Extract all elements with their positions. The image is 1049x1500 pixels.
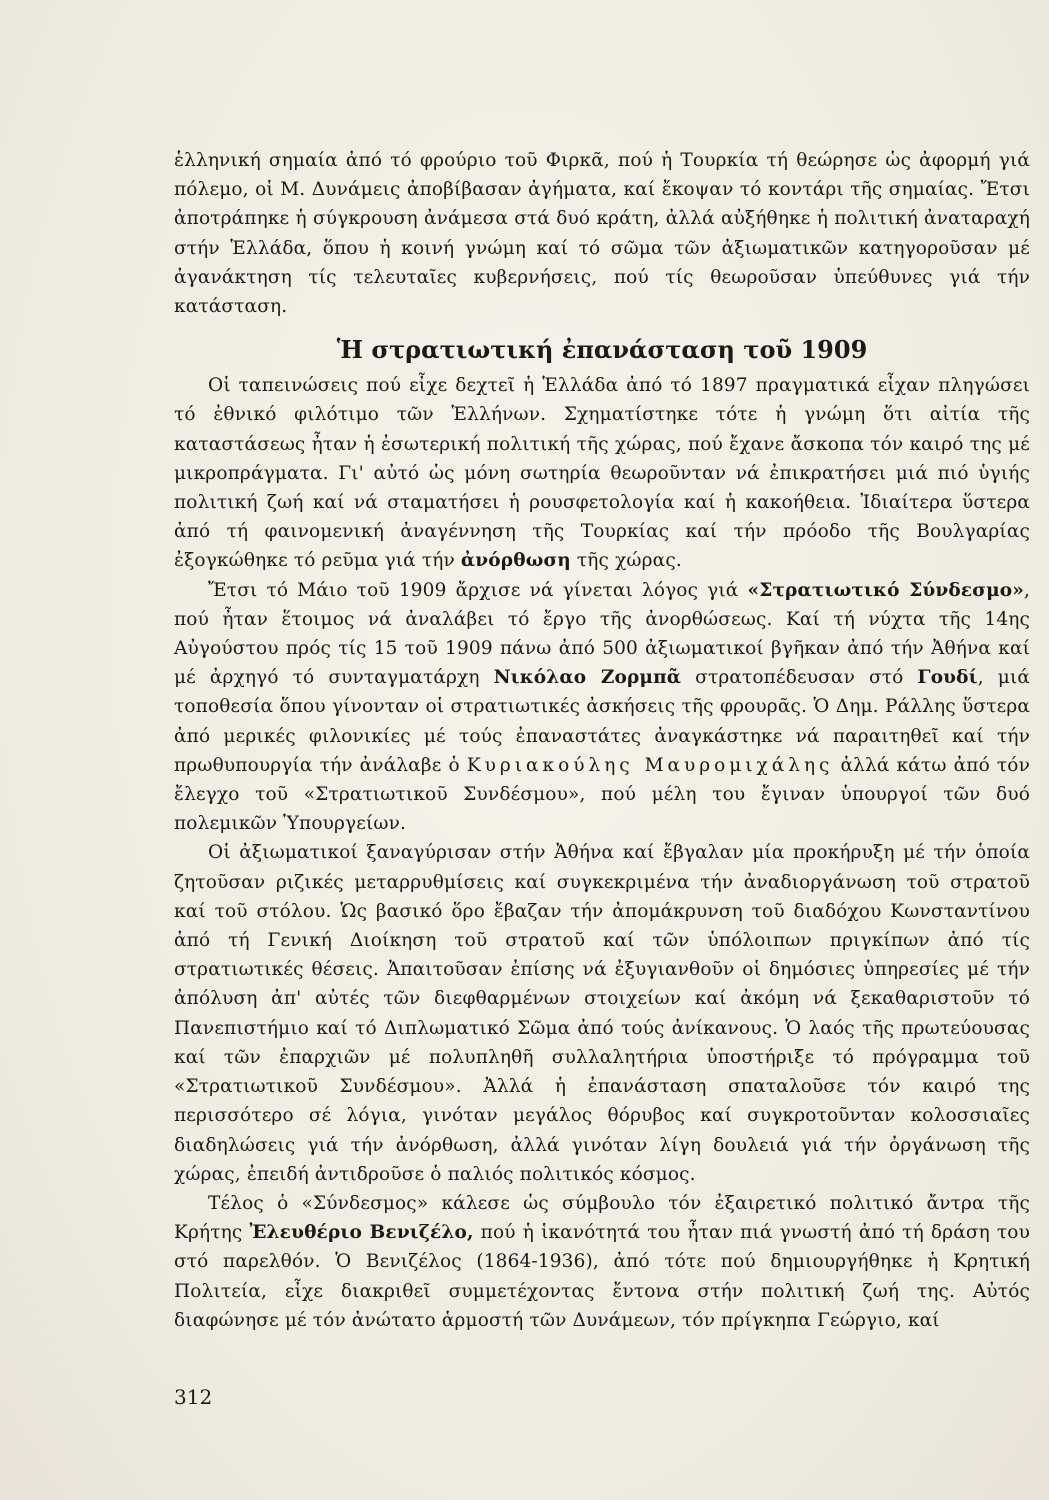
paragraph-3	[174, 838, 1030, 1188]
paragraph-1-text-a: Οἱ ταπεινώσεις πού εἶχε δεχτεῖ ἡ Ἑλλάδα ἀπό τό 1897 πραγματικά εἶχαν πληγώσει τό ἐθνικό φιλότιμο τῶν Ἑλλήνων. Σχηματίστηκε τότε ἡ γνώμη ὅτι αἰτία τῆς καταστάσεως ἦταν ἡ ἐσωτερική πολιτική τῆς χώρας, πού ἔχανε ἄσκοπα τόν καιρό της μέ μικροπράγματα. Γι' αὐτό ὡς μόνη σωτηρία θεωροῦνταν νά ἐπικρατήσει μιά πιό ὑγιής πολιτική ζωή καί νά σταματήσει ἡ ρουσφετολογία καί ἡ κακοήθεια. Ἰδιαίτερα ὕστερα ἀπό τή φαινομενική ἀναγέννηση τῆς Τουρκίας καί τήν πρόοδο τῆς Βουλγαρίας ἐξογκώθηκε τό ρεῦμα γιά τήν	[174, 375, 1030, 572]
intro-text: ἑλληνική σημαία ἀπό τό φρούριο τοῦ Φιρκᾶ, πού ἡ Τουρκία τή θεώρησε ὡς ἀφορμή γιά πόλεμο, οἱ Μ. Δυνάμεις ἀποβίβασαν ἀγήματα, καί ἔκοψαν τό κοντάρι τῆς σημαίας. Ἔτσι ἀποτράπηκε ἡ σύγκρουση ἀνάμεσα στά δυό κράτη, ἀλλά αὐξήθηκε ἡ πολιτική ἀναταραχή στήν Ἑλλάδα, ὅπου ἡ κοινή γνώμη καί τό σῶμα τῶν ἀξιωματικῶν κατηγοροῦσαν μέ ἀγανάκτηση τίς τελευταῖες κυβερνήσεις, πού τίς θεωροῦσαν ὑπεύθυνες γιά τήν κατάσταση.	[174, 150, 1030, 318]
paragraph-4	[174, 1189, 1030, 1335]
paragraph-4-text-a: Τέλος ὁ «Σύνδεσμος» κάλεσε ὡς σύμβουλο τόν ἐξαιρετικό πολιτικό ἄντρα τῆς Κρήτης	[174, 1192, 1030, 1244]
paragraph-4-bold-venizelos: Ἐλευθέριο Βενιζέλο,	[249, 1222, 474, 1244]
paragraph-2-text-a: Ἔτσι τό Μάιο τοῦ 1909 ἄρχισε νά γίνεται λόγος γιά	[208, 579, 748, 601]
paragraph-2-bold-goudi: Γουδί	[917, 667, 978, 689]
paragraph-1	[174, 371, 1030, 575]
paragraph-2-text-f: ἀλλά κάτω ἀπό τόν ἔλεγχο τοῦ «Στρατιωτικοῦ Συνδέσμου», πού μέλη του ἔγιναν ὑπουργοί τῶν δυό πολεμικῶν Ὑπουργείων.	[174, 754, 1030, 835]
paragraph-2-spaced-mavromichalis: Κυριακούλης Μαυρομιχάλης	[466, 754, 834, 776]
section-heading: Ἡ στρατιωτική ἐπανάσταση τοῦ 1909	[336, 335, 868, 365]
paragraph-2-bold-syndesmos: «Στρατιωτικό Σύνδεσμο»	[747, 579, 1024, 601]
paragraph-2	[174, 576, 1030, 839]
paragraph-2-text-c: , πού ἦταν ἕτοιμος νά ἀναλάβει τό ἔργο τῆς ἀνορθώσεως. Καί τή νύχτα τῆς 14ης Αὐγούστου πρός τίς 15 τοῦ 1909 πάνω ἀπό 500 ἀξιωματικοί βγῆκαν ἀπό τήν Ἀθήνα καί μέ ἀρχηγό τό συνταγματάρχη	[174, 579, 1030, 689]
paragraph-1-bold-anorthosi: ἀνόρθωση	[460, 550, 571, 572]
paragraph-2-bold-zorbas: Νικόλαο Ζορμπᾶ	[493, 667, 682, 689]
page-number: 312	[174, 1385, 213, 1409]
intro-paragraph	[174, 146, 1030, 321]
paragraph-2-text-d: στρατοπέδευσαν στό	[681, 667, 918, 689]
paragraph-1-text-c: τῆς χώρας.	[570, 550, 682, 572]
paragraph-4-text-c: πού ἡ ἱκανότητά του ἦταν πιά γνωστή ἀπό τή δράση του στό παρελθόν. Ὁ Βενιζέλος (1864-1936), ἀπό τότε πού δημιουργήθηκε ἡ Κρητική Πολιτεία, εἶχε διακριθεῖ συμμετέχοντας ἔντονα στήν πολιτική ζωή της. Αὐτός διαφώνησε μέ τόν ἀνώτατο ἁρμοστή τῶν Δυνάμεων, τόν πρίγκηπα Γεώργιο, καί	[174, 1222, 1030, 1331]
page-text	[174, 146, 1030, 1335]
paragraph-2-text-e: , μιά τοποθεσία ὅπου γίνονταν οἱ στρατιωτικές ἀσκήσεις τῆς φρουρᾶς. Ὁ Δημ. Ράλλης ὕστερα ἀπό μερικές φιλονικίες μέ τούς ἐπαναστάτες ἀναγκάστηκε νά παραιτηθεῖ καί τήν πρωθυπουργία τήν ἀνάλαβε ὁ	[174, 667, 1031, 776]
paragraph-3-text: Οἱ ἀξιωματικοί ξαναγύρισαν στήν Ἀθήνα καί ἔβγαλαν μία προκήρυξη μέ τήν ὁποία ζητοῦσαν ριζικές μεταρρυθμίσεις καί συγκεκριμένα τήν ἀναδιοργάνωση τοῦ στρατοῦ καί τοῦ στόλου. Ὡς βασικό ὅρο ἔβαζαν τήν ἀπομάκρυνση τοῦ διαδόχου Κωνσταντίνου ἀπό τή Γενική Διοίκηση τοῦ στρατοῦ καί τῶν ὑπόλοιπων πριγκίπων ἀπό τίς στρατιωτικές θέσεις. Ἀπαιτοῦσαν ἐπίσης νά ἐξυγιανθοῦν οἱ δημόσιες ὑπηρεσίες μέ τήν ἀπόλυση ἀπ' αὐτές τῶν διεφθαρμένων στοιχείων καί ἀκόμη νά ξεκαθαριστοῦν τό Πανεπιστήμιο καί τό Διπλωματικό Σῶμα ἀπό τούς ἀνίκανους. Ὁ λαός τῆς πρωτεύουσας καί τῶν ἐπαρχιῶν μέ πολυπληθῆ συλλαλητήρια ὑποστήριξε τό πρόγραμμα τοῦ «Στρατιωτικοῦ Συνδέσμου». Ἀλλά ἡ ἐπανάσταση σπαταλοῦσε τόν καιρό της περισσότερο σέ λόγια, γινόταν μεγάλος θόρυβος καί συγκροτοῦνταν κολοσσιαῖες διαδηλώσεις γιά τήν ἀνόρθωση, ἀλλά γινόταν λίγη δουλειά γιά τήν ὀργάνωση τῆς χώρας, ἐπειδή ἀντιδροῦσε ὁ παλιός πολιτικός κόσμος.	[174, 842, 1030, 1185]
